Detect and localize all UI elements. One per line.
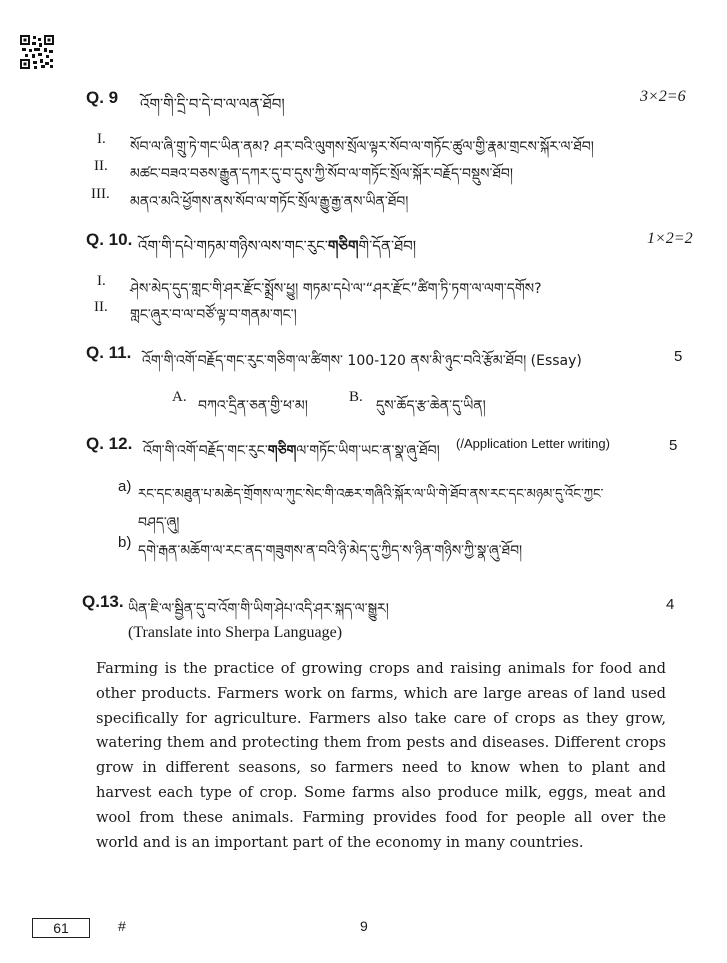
q10-title-post: གི་དོན་ཐོབ།: [358, 237, 417, 255]
q10-item-1-text: ཤེས་མེད་དུད་གླང་གི་ཤར་རྫོང་སྨྲོས་ཕྱུ། གཏམ་དཔེ་ལ་“ཤར་རྫོང”ཚིག་ཏི་ཏག་ལ་ལག་དགོས?: [130, 281, 542, 297]
qr-code-icon: [20, 35, 54, 69]
footer-code-box: 61: [32, 918, 90, 938]
translation-paragraph-text: Farming is the practice of growing crops and raising animals for food and other products. Farmers work on farms, which are large areas of land used specifically for agriculture. Farmers also take care of crops as they grow, watering them and protecting them from pests and diseases. Different crops grow in different seasons, so farmers need to know when to plant and harvest each type of crop. Some farms also produce milk, eggs, meat and wool from these animals. Farming provides food for people all over the world and is an important part of the economy in many countries.: [96, 660, 666, 851]
q10-title-bold: གཅིག: [327, 237, 359, 255]
q10-item-2-number: II.: [94, 299, 108, 315]
q9-item-2-text: མཚང་བཟའ་བཅས་རྒྱུན་དཀར་དུ་བ་དུས་ཀྱི་སོབ་ལ་གཏོང་སྲོལ་སྐོར་བརྗོད་བསྡུས་ཐོབ།: [130, 166, 513, 182]
q9-item-3-text: མནའ་མའི་ཕྱོགས་ནས་སོབ་ལ་གཏོང་སྲོལ་རྒྱུ་རྒྱ་ནས་ཡིན་ཐོབ།: [130, 194, 409, 210]
q11-title: འོག་གི་འགོ་བརྗོད་གང་རུང་གཅིག་ལ་ཚིགས་ 100-120 ནས་མི་ཉུང་བའི་རྩོམ་ཐོབ། (Essay): [142, 353, 582, 369]
q10-item-2-text: གླང་ཞུར་བ་ལ་བཙོ་ལྟ་བ་གནམ་གང་།: [130, 307, 297, 323]
q11-option-b-text: དུས་ཆོད་རྩ་ཆེན་དུ་ཡིན།: [376, 398, 486, 414]
q9-number: Q. 9: [86, 88, 119, 107]
q10-item-1-number: I.: [97, 273, 106, 289]
q9-item-1-number: I.: [97, 131, 106, 147]
q12-item-a-label: a): [118, 478, 132, 495]
q9-item-1-text: སོབ་ལ་ཞི་གྲུ་ཏེ་གང་ཡིན་ནམ? ཤར་བའི་ལུགས་སྲོལ་ལྟར་སོབ་ལ་གཏོང་ཚུལ་གྱི་རྣམ་གྲངས་སྐོར་ལ་ཐོབ།: [130, 139, 594, 155]
q12-item-b-text: དགེ་རྒན་མཆོག་ལ་རང་ནད་གཟུགས་ན་བའི་ཉི་མེད་དུ་ཀྱིད་ས་ཉིན་གཉིས་ཀྱི་སྣ་ཞུ་ཐོབ།: [138, 543, 523, 559]
translation-paragraph: [96, 657, 666, 855]
q10-title: [138, 230, 416, 272]
q12-title-bold: གཅིག: [267, 443, 297, 459]
q10-marks: 1×2=2: [647, 230, 693, 247]
q12-title-english: (/Application Letter writing): [456, 436, 610, 451]
q11-number: Q. 11.: [86, 343, 132, 362]
q10-number: Q. 10.: [86, 230, 133, 249]
q13-instruction: (Translate into Sherpa Language): [128, 624, 343, 641]
q11-option-b-label: B.: [349, 389, 363, 405]
q13-marks: 4: [666, 596, 675, 613]
q10-title-pre: འོག་གི་དཔེ་གཏམ་གཉིས་ལས་གང་རུང་: [138, 237, 328, 255]
q12-item-a-text-line2: བཤད་ཞུ།: [138, 515, 180, 531]
q13-number: Q.13.: [82, 592, 124, 611]
q12-item-b-label: b): [118, 534, 132, 551]
q12-number: Q. 12.: [86, 434, 133, 453]
q12-title-pre: འོག་གི་འགོ་བརྗོད་གང་རུང་: [143, 443, 268, 459]
q11-option-a-label: A.: [172, 389, 187, 405]
q11-marks: 5: [674, 348, 683, 365]
q12-marks: 5: [669, 437, 678, 454]
q9-title: འོག་གི་དྲི་བ་དེ་བ་ལ་ལན་ཐོབ།: [140, 95, 285, 113]
q12-item-a-text: རང་དང་མཐུན་པ་མཆེད་གྲོགས་ལ་ཀུང་སེང་གི་འཆར་གཞིའི་སྐོར་ལ་ཡི་གེ་ཐོབ་ནས་རང་དང་མཉམ་དུ་འོང་ཀྱང་: [138, 487, 604, 502]
q12-title-post: ལ་གཏོང་ཡིག་ཡང་ན་སྣ་ཞུ་ཐོབ།: [296, 443, 440, 459]
q9-marks: 3×2=6: [640, 88, 686, 105]
q11-option-a-text: བཀའ་དྲིན་ཅན་གྱི་ཕ་མ།: [198, 398, 308, 414]
q13-title: ཡིན་ཇི་ལ་སྦྱིན་དུ་བ་འོག་གི་ཡིག་ཤེཔ་འདི་ཤར་སྐད་ལ་སྒྱུར།: [128, 601, 389, 617]
q12-title: [143, 434, 440, 474]
q9-item-2-number: II.: [94, 158, 108, 174]
page-number: 9: [360, 918, 368, 934]
footer-hash: #: [118, 918, 126, 934]
q9-item-3-number: III.: [91, 186, 110, 202]
